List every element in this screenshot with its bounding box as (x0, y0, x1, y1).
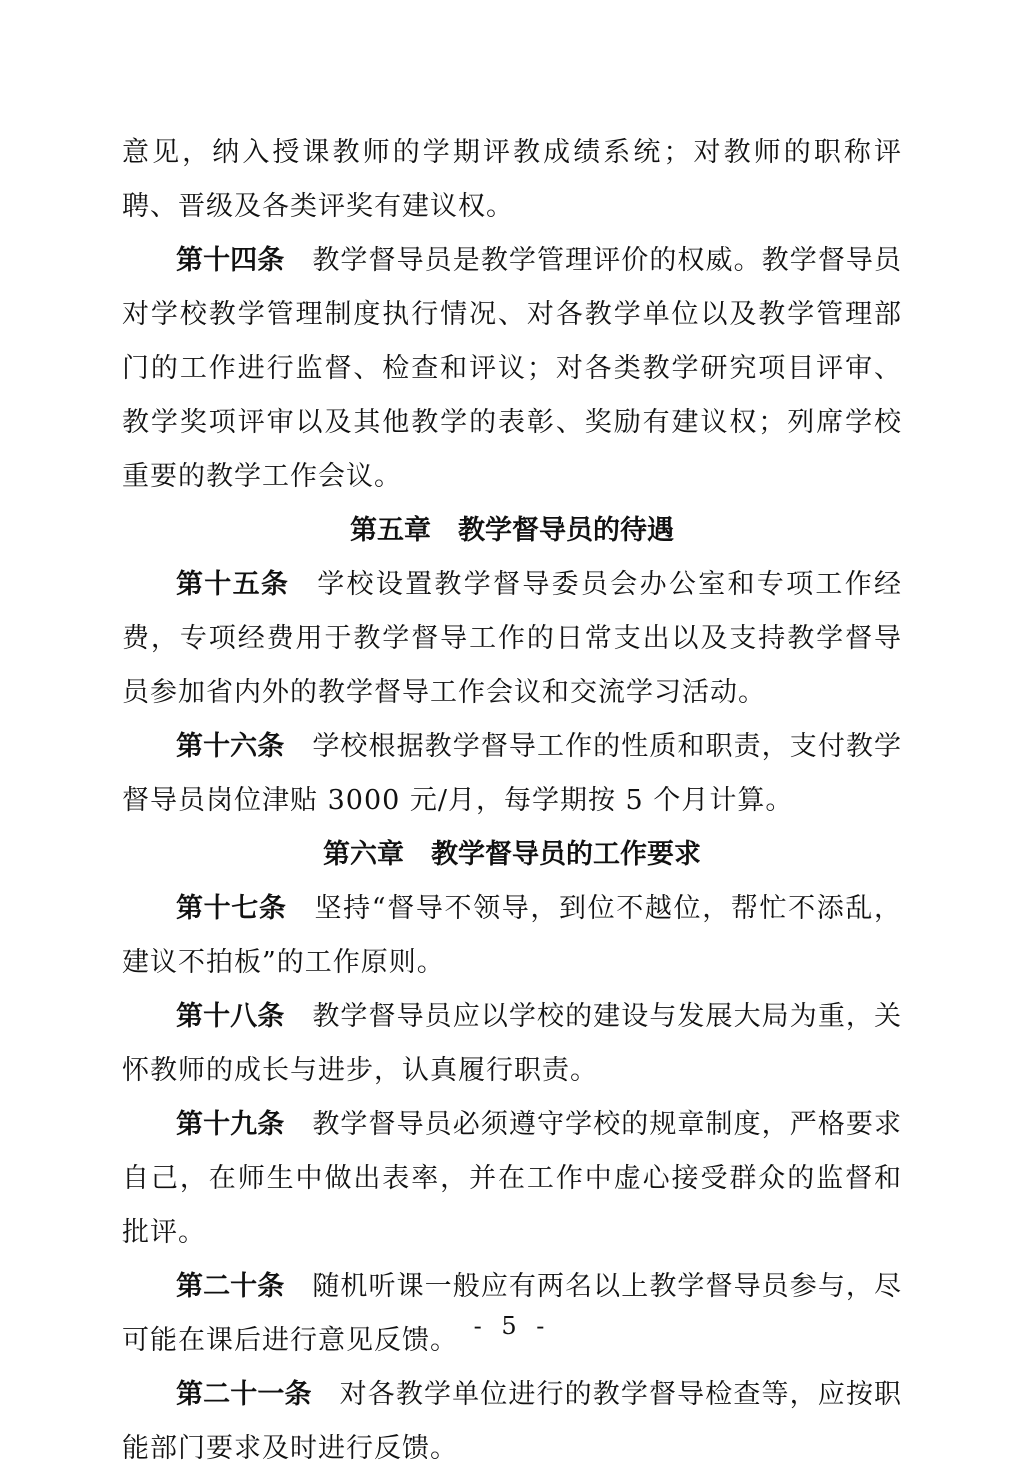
article-18-title: 第十八条 (176, 1001, 285, 1032)
article-14-text: 教学督导员是教学管理评价的权威。教学督导员对学校教学管理制度执行情况、对各教学单位以及教学管理部门的工作进行监督、检查和评议；对各类教学研究项目评审、教学奖项评审以及其他教学的表彰、奖励有建议权；列席学校重要的教学工作会议。 (122, 245, 903, 492)
document-body (122, 126, 902, 1476)
chapter-6-heading: 第六章 教学督导员的工作要求 (323, 839, 701, 870)
article-19 (122, 1098, 902, 1260)
article-16 (122, 720, 902, 828)
article-17-text: 坚持“督导不领导，到位不越位，帮忙不添乱，建议不拍板”的工作原则。 (122, 893, 902, 978)
article-19-text: 教学督导员必须遵守学校的规章制度，严格要求自己，在师生中做出表率，并在工作中虚心接受群众的监督和批评。 (122, 1109, 903, 1248)
article-15-title: 第十五条 (176, 569, 290, 600)
article-17 (122, 882, 902, 990)
article-21-text: 对各教学单位进行的教学督导检查等，应按职能部门要求及时进行反馈。 (122, 1379, 902, 1464)
article-21 (122, 1368, 902, 1476)
chapter-5-heading: 第五章 教学督导员的待遇 (350, 515, 674, 546)
article-17-title: 第十七条 (176, 893, 287, 924)
article-15 (122, 558, 902, 720)
article-18 (122, 990, 902, 1098)
article-16-text: 学校根据教学督导工作的性质和职责，支付教学督导员岗位津贴 3000 元/月，每学期按 5 个月计算。 (122, 731, 903, 816)
article-18-text: 教学督导员应以学校的建设与发展大局为重，关怀教师的成长与进步，认真履行职责。 (122, 1001, 903, 1086)
article-16-title: 第十六条 (176, 731, 285, 762)
article-14 (122, 234, 902, 504)
article-20-text: 随机听课一般应有两名以上教学督导员参与，尽可能在课后进行意见反馈。 (122, 1271, 903, 1356)
continued-paragraph: 意见，纳入授课教师的学期评教成绩系统；对教师的职称评聘、晋级及各类评奖有建议权。 (122, 137, 902, 222)
article-21-title: 第二十一条 (176, 1379, 312, 1410)
article-14-title: 第十四条 (176, 245, 285, 276)
article-15-text: 学校设置教学督导委员会办公室和专项工作经费，专项经费用于教学督导工作的日常支出以及支持教学督导员参加省内外的教学督导工作会议和交流学习活动。 (122, 569, 903, 708)
page-number: - 5 - (473, 1312, 551, 1340)
article-19-title: 第十九条 (176, 1109, 285, 1140)
article-20-title: 第二十条 (176, 1271, 285, 1302)
